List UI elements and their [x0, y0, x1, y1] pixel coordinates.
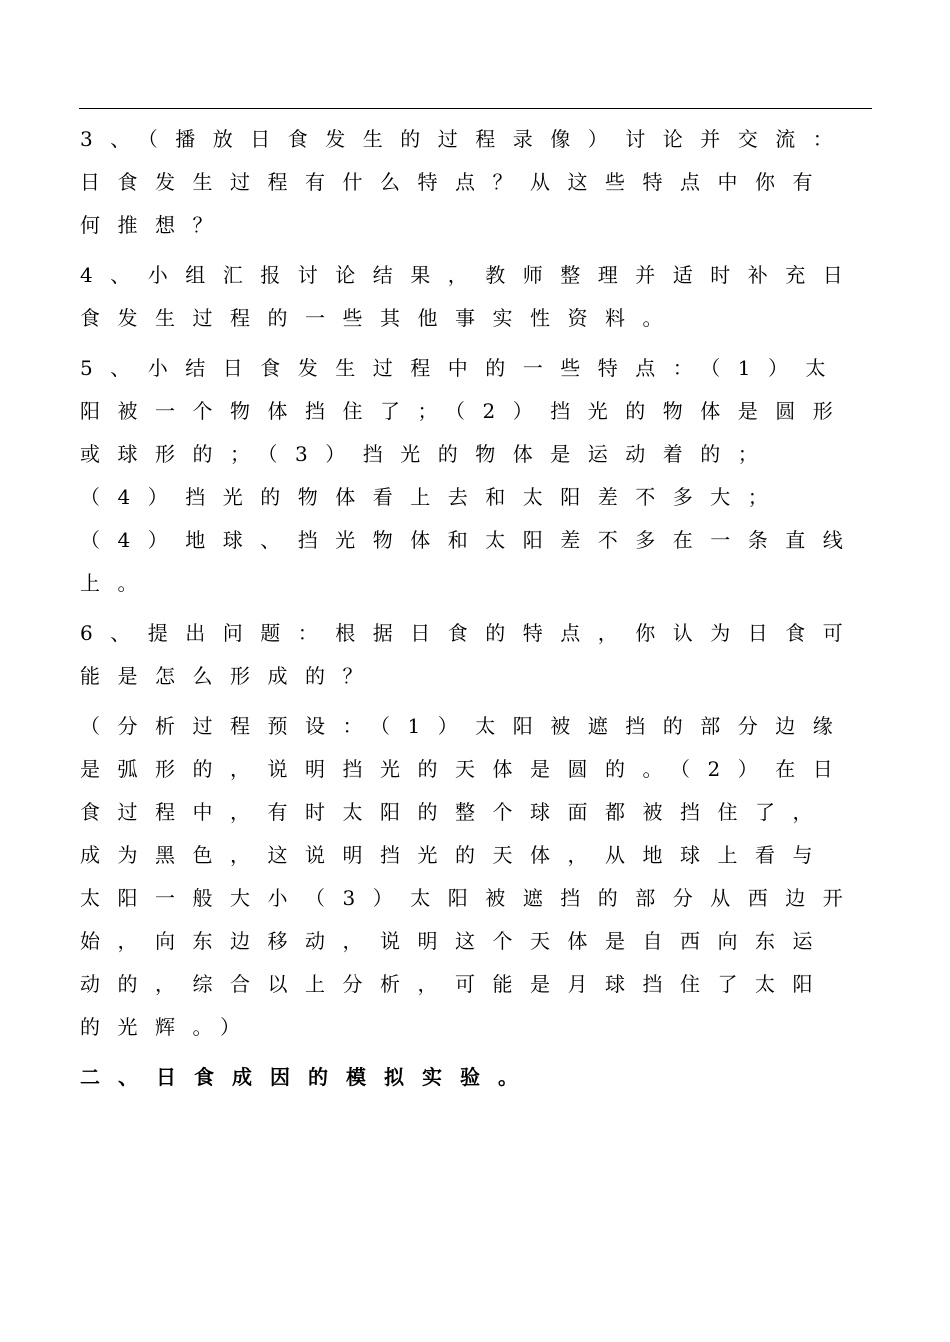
paragraph-line: 成为黑色，这说明挡光的天体，从地球上看与 — [80, 843, 830, 867]
paragraph-line: （4）挡光的物体看上去和太阳差不多大； — [80, 485, 786, 509]
paragraph-line: 5、小结日食发生过程中的一些特点：（1）太 — [80, 356, 843, 380]
paragraph-line: 日食发生过程有什么特点？从这些特点中你有 — [80, 170, 830, 194]
paragraph-line: 始，向东边移动，说明这个天体是自西向东运 — [80, 929, 830, 953]
paragraph-line: 上。 — [80, 571, 155, 595]
paragraph-line: 能是怎么形成的？ — [80, 664, 380, 688]
paragraph-line: 的光辉。） — [80, 1015, 258, 1039]
paragraph-line: 阳被一个物体挡住了；（2）挡光的物体是圆形 — [80, 399, 851, 423]
paragraph-line: （分析过程预设：（1）太阳被遮挡的部分边缘 — [80, 714, 851, 738]
paragraph-line: 食发生过程的一些其他事实性资料。 — [80, 306, 680, 330]
paragraph-line: 食过程中，有时太阳的整个球面都被挡住了， — [80, 800, 830, 824]
paragraph-line: 4、小组汇报讨论结果，教师整理并适时补充日 — [80, 263, 861, 287]
paragraph-line: 6、提出问题：根据日食的特点，你认为日食可 — [80, 621, 861, 645]
paragraph-line: 3、（播放日食发生的过程录像）讨论并交流： — [80, 127, 851, 151]
paragraph-line: 太阳一般大小（3）太阳被遮挡的部分从西边开 — [80, 886, 861, 910]
header-rule — [79, 108, 872, 109]
paragraph-line: 何推想？ — [80, 213, 230, 237]
document-body — [80, 118, 870, 1099]
paragraph-line: 或球形的；（3）挡光的物体是运动着的； — [80, 442, 776, 466]
paragraph-line: 是弧形的，说明挡光的天体是圆的。（2）在日 — [80, 757, 851, 781]
section-heading: 二、日食成因的模拟实验。 — [80, 1065, 536, 1089]
paragraph-line: 动的，综合以上分析，可能是月球挡住了太阳 — [80, 972, 830, 996]
paragraph-line: （4）地球、挡光物体和太阳差不多在一条直线 — [80, 528, 861, 552]
